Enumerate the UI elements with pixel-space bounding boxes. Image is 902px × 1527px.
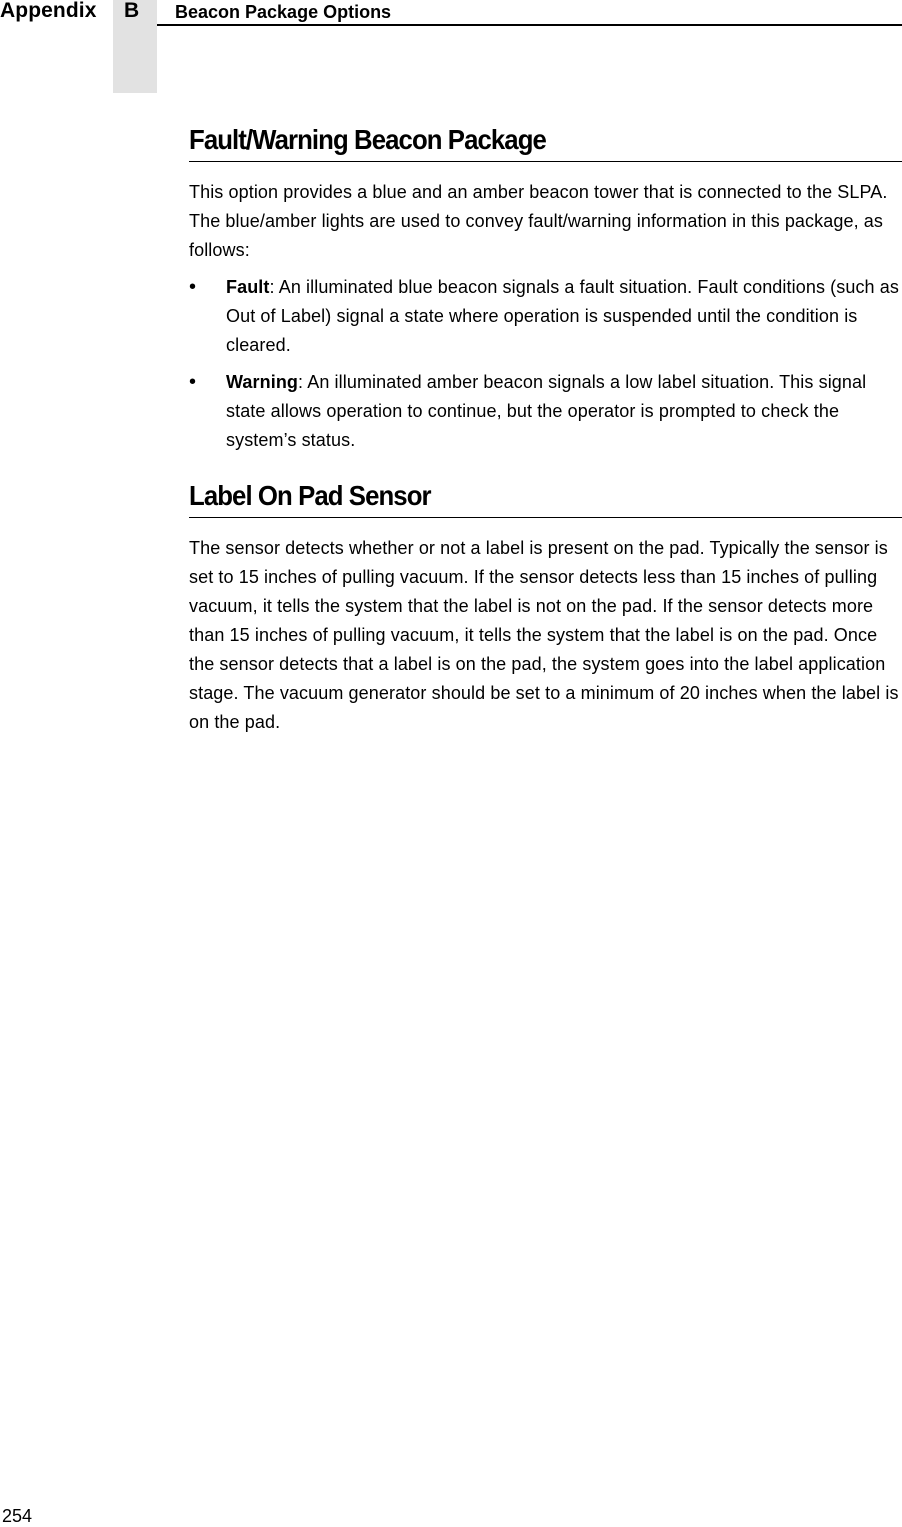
term-fault: Fault <box>226 277 270 297</box>
header-rule <box>157 24 902 26</box>
bullet-list <box>189 273 902 455</box>
running-header-title: Beacon Package Options <box>175 2 392 22</box>
page-number: 254 <box>2 1506 33 1526</box>
list-item-warning <box>189 368 902 455</box>
bullet-text: : An illuminated blue beacon signals a fault situation. Fault conditions (such as Out of Label) signal a state where operation is suspended until the condition is cleared. <box>226 277 899 355</box>
section-heading-fault-warning: Fault/Warning Beacon Package <box>189 124 546 155</box>
section-intro-paragraph: This option provides a blue and an amber beacon tower that is connected to the SLPA. The blue/amber lights are used to convey fault/warning information in this package, as follows: <box>189 182 888 260</box>
bullet-marker: • <box>189 371 197 393</box>
section-heading-label-on-pad: Label On Pad Sensor <box>189 480 431 511</box>
bullet-marker: • <box>189 276 197 298</box>
appendix-letter: B <box>124 0 140 22</box>
page-content <box>189 124 902 737</box>
bullet-text: : An illuminated amber beacon signals a low label situation. This signal state allows operation to continue, but the operator is prompted to check the system’s status. <box>226 372 867 450</box>
list-item-fault <box>189 273 902 360</box>
section-body-paragraph: The sensor detects whether or not a label is present on the pad. Typically the sensor is set to 15 inches of pulling vacuum. If the sensor detects less than 15 inches of pulling vacuum, it tells the system that the label is not on the pad. If the sensor detects more than 15 inches of pulling vacuum, it tells the system that the label is on the pad. Once the sensor detects that a label is on the pad, the system goes into the label application stage. The vacuum generator should be set to a minimum of 20 inches when the label is on the pad. <box>189 538 899 732</box>
section-rule <box>189 161 902 162</box>
section-label-on-pad <box>189 480 902 737</box>
term-warning: Warning <box>226 372 299 392</box>
appendix-label: Appendix <box>0 0 97 22</box>
section-rule <box>189 517 902 518</box>
